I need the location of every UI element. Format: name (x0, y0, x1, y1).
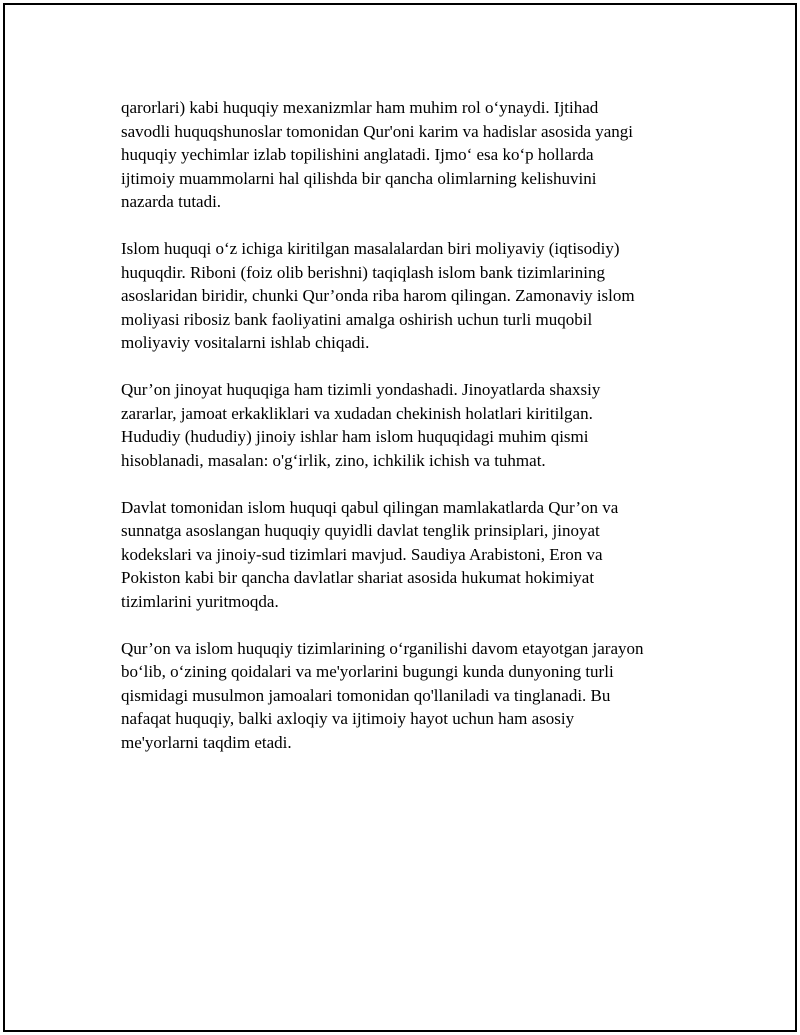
text-line: bo‘lib, o‘zining qoidalari va me'yorlarini bugungi kunda dunyoning turli (121, 662, 614, 681)
text-line: Islom huquqi o‘z ichiga kiritilgan masalalardan biri moliyaviy (iqtisodiy) (121, 239, 620, 258)
text-line: Pokiston kabi bir qancha davlatlar shariat asosida hukumat hokimiyat (121, 568, 595, 587)
text-line: moliyaviy vositalarni ishlab chiqadi. (121, 333, 370, 352)
text-line: Hududiy (hududiy) jinoiy ishlar ham islom huquqidagi muhim qismi (121, 427, 589, 446)
text-line: me'yorlarni taqdim etadi. (121, 732, 292, 752)
text-line: tizimlarini yuritmoqda. (121, 591, 279, 611)
text-line: Qur’on jinoyat huquqiga ham tizimli yondashadi. Jinoyatlarda shaxsiy (121, 380, 601, 399)
document-page (3, 3, 797, 1032)
text-line: qismidagi musulmon jamoalari tomonidan qo'llaniladi va tinglanadi. Bu (121, 685, 611, 705)
paragraph-1 (121, 96, 701, 214)
paragraph-2 (121, 237, 701, 355)
text-line: qarorlari) kabi huquqiy mexanizmlar ham muhim rol o‘ynaydi. Ijtihad (121, 98, 599, 117)
text-line: Davlat tomonidan islom huquqi qabul qilingan mamlakatlarda Qur’on va (121, 497, 619, 517)
text-line: moliyasi ribosiz bank faoliyatini amalga oshirish uchun turli muqobil (121, 309, 593, 329)
paragraph-5 (121, 637, 701, 755)
text-line: Qur’on va islom huquqiy tizimlarining o‘rganilishi davom etayotgan jarayon (121, 638, 644, 658)
text-line: kodekslari va jinoiy-sud tizimlari mavjud. Saudiya Arabistoni, Eron va (121, 544, 603, 564)
text-line: hisoblanadi, masalan: o'g‘irlik, zino, ichkilik ichish va tuhmat. (121, 450, 546, 470)
text-line: nazarda tutadi. (121, 192, 222, 211)
paragraph-3 (121, 378, 701, 472)
text-line: savodli huquqshunoslar tomonidan Qur'oni karim va hadislar asosida yangi (121, 121, 634, 141)
text-line: asoslaridan biridir, chunki Qur’onda riba harom qilingan. Zamonaviy islom (121, 286, 635, 305)
document-body (121, 96, 701, 778)
text-line: nafaqat huquqiy, balki axloqiy va ijtimoiy hayot uchun ham asosiy (121, 709, 575, 728)
text-line: huquqiy yechimlar izlab topilishini anglatadi. Ijmo‘ esa ko‘p hollarda (121, 145, 594, 164)
text-line: huquqdir. Riboni (foiz olib berishni) taqiqlash islom bank tizimlarining (121, 262, 605, 282)
text-line: zararlar, jamoat erkakliklari va xudadan chekinish holatlari kiritilgan. (121, 403, 593, 423)
text-line: ijtimoiy muammolarni hal qilishda bir qancha olimlarning kelishuvini (121, 168, 597, 188)
paragraph-4 (121, 496, 701, 614)
text-line: sunnatga asoslangan huquqiy quyidli davlat tenglik prinsiplari, jinoyat (121, 521, 600, 540)
